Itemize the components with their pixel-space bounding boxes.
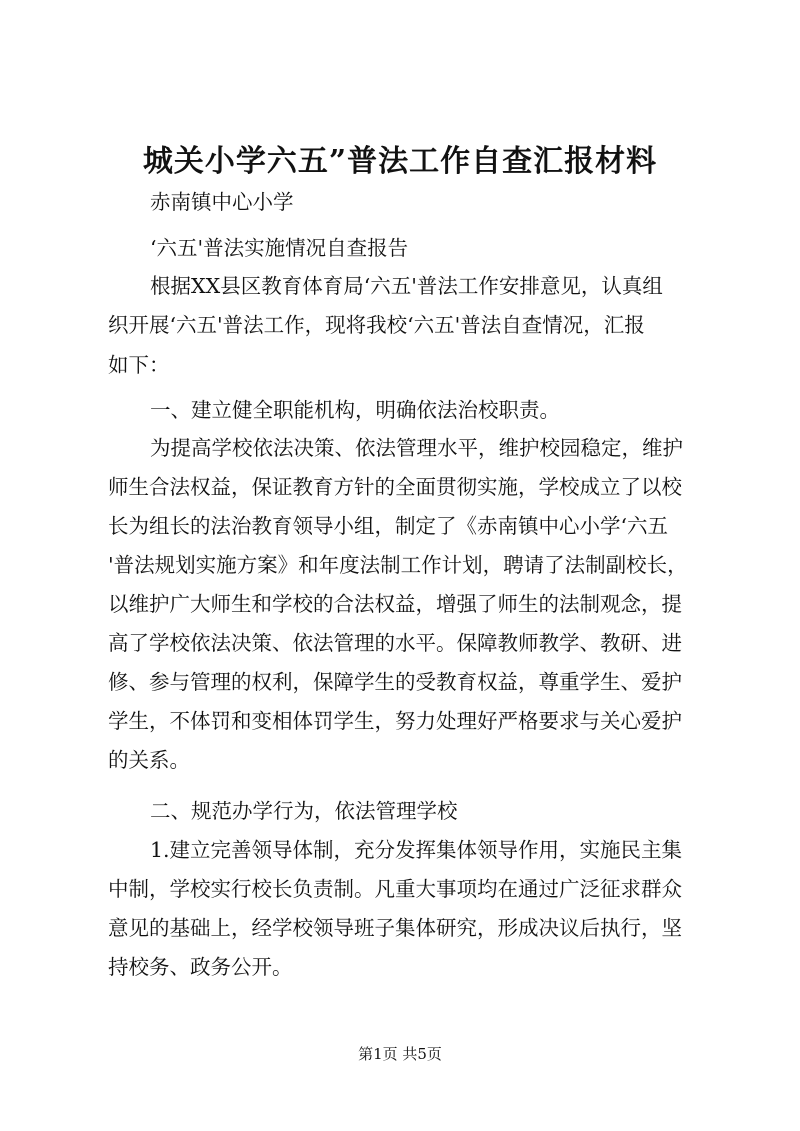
body-line: 意见的基础上，经学校领导班子集体研究，形成决议后执行，坚: [108, 916, 682, 940]
body-line: 为提高学校依法决策、依法管理水平，维护校园稳定，维护: [150, 436, 683, 460]
body-line: 中制，学校实行校长负责制。凡重大事项均在通过广泛征求群众: [108, 877, 682, 901]
report-subtitle-line: ‘六五'普法实施情况自查报告: [150, 236, 409, 260]
section-heading-1: 一、建立健全职能机构，明确依法治校职责。: [150, 398, 560, 422]
body-line: 1.建立完善领导体制，充分发挥集体领导作用，实施民主集: [150, 838, 683, 862]
body-line: 以维护广大师生和学校的合法权益，增强了师生的法制观念，提: [108, 592, 682, 616]
body-line: 师生合法权益，保证教育方针的全面贯彻实施，学校成立了以校: [108, 475, 682, 499]
body-line: 持校务、政务公开。: [108, 955, 293, 979]
document-title: 城关小学六五”普法工作自查汇报材料: [142, 144, 658, 179]
page-number-footer: 第1页 共5页: [358, 1045, 442, 1063]
body-line: '普法规划实施方案》和年度法制工作计划，聘请了法制副校长，: [108, 553, 688, 577]
body-line: 高了学校依法决策、依法管理的水平。保障教师教学、教研、进: [108, 631, 682, 655]
school-name-line: 赤南镇中心小学: [150, 190, 294, 214]
body-line: 如下：: [108, 353, 170, 377]
body-line: 修、参与管理的权利，保障学生的受教育权益，尊重学生、爱护: [108, 670, 682, 694]
section-heading-2: 二、规范办学行为，依法管理学校: [150, 799, 458, 823]
body-line: 的关系。: [108, 748, 190, 772]
body-line: 根据XX县区教育体育局‘六五'普法工作安排意见，认真组: [150, 274, 663, 298]
body-line: 学生，不体罚和变相体罚学生，努力处理好严格要求与关心爱护: [108, 709, 682, 733]
body-line: 织开展‘六五'普法工作，现将我校‘六五'普法自查情况，汇报: [108, 313, 645, 337]
body-line: 长为组长的法治教育领导小组，制定了《赤南镇中心小学‘六五: [108, 514, 669, 538]
